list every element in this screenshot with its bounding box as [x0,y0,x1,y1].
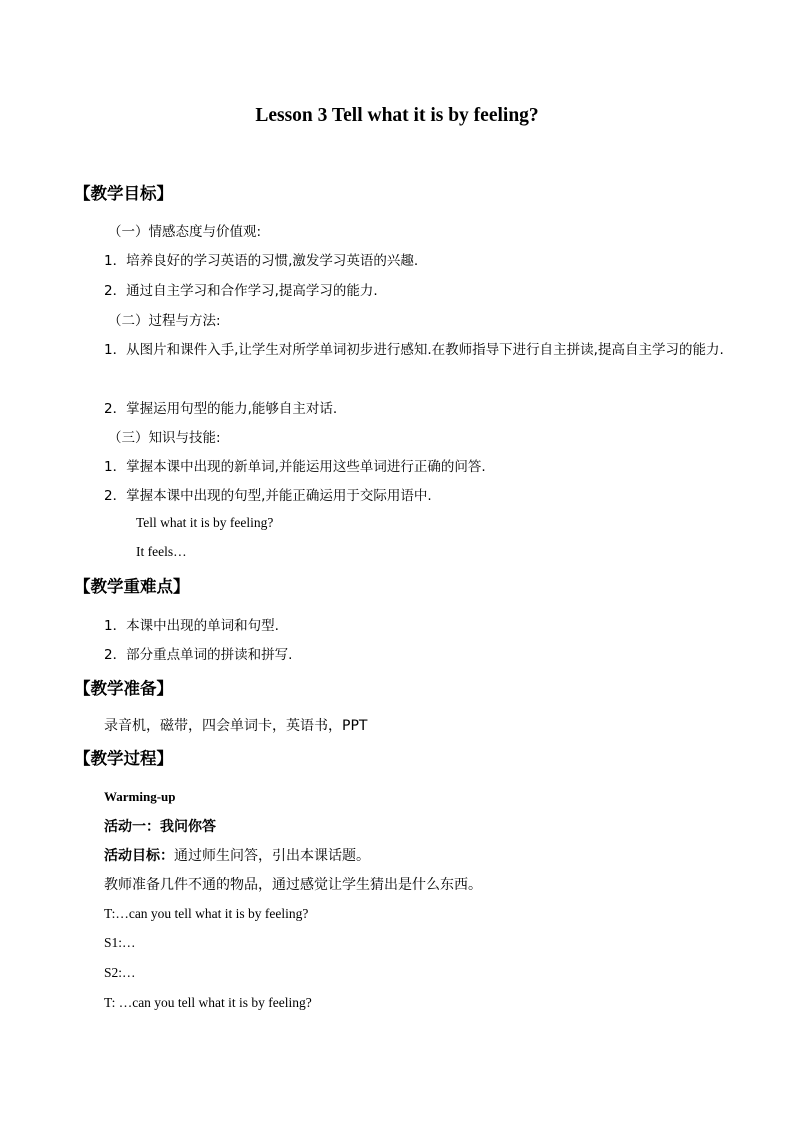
process-heading: 【教学过程】 [74,749,173,768]
activity-instruction: 教师准备几件不通的物品，通过感觉让学生猜出是什么东西。 [104,877,482,893]
key-point-item-2: 2．部分重点单词的拼读和拼写. [104,647,293,663]
objectives-sub-1-item-2: 2．通过自主学习和合作学习,提高学习的能力. [104,283,378,299]
objectives-sub-1-item-1: 1．培养良好的学习英语的习惯,激发学习英语的兴趣. [104,253,419,269]
dialogue-line-2: S1:… [104,935,136,950]
key-points-heading: 【教学重难点】 [74,577,190,596]
key-point-item-1: 1．本课中出现的单词和句型. [104,618,279,634]
pattern-1: Tell what it is by feeling? [136,515,274,530]
pattern-2: It feels… [136,544,187,559]
lesson-title: Lesson 3 Tell what it is by feeling? [255,105,539,126]
activity-goal [104,845,370,865]
activity-goal-label: 活动目标： [104,848,174,864]
activity-goal-text: 通过师生问答，引出本课话题。 [174,848,370,864]
objectives-sub-2: （二）过程与方法: [108,313,221,329]
objectives-sub-2-item-2: 2．掌握运用句型的能力,能够自主对话. [104,401,338,417]
preparation-text: 录音机，磁带，四会单词卡，英语书，PPT [104,718,368,734]
preparation-heading: 【教学准备】 [74,679,173,698]
dialogue-line-3: S2:… [104,965,136,980]
objectives-sub-1: （一）情感态度与价值观: [108,224,262,240]
objectives-sub-2-item-1: 1．从图片和课件入手,让学生对所学单词初步进行感知.在教师指导下进行自主拼读,提高自主学习的能力. [104,342,724,358]
objectives-sub-3-item-2: 2．掌握本课中出现的句型,并能正确运用于交际用语中. [104,488,432,504]
activity-title: 活动一：我问你答 [104,819,216,835]
objectives-sub-3-item-1: 1．掌握本课中出现的新单词,并能运用这些单词进行正确的问答. [104,459,486,475]
dialogue-line-1: T:…can you tell what it is by feeling? [104,906,309,921]
dialogue-line-4: T: …can you tell what it is by feeling? [104,995,312,1010]
objectives-sub-3: （三）知识与技能: [108,430,221,446]
warmup-label: Warming-up [104,789,176,804]
objectives-heading: 【教学目标】 [74,184,173,203]
